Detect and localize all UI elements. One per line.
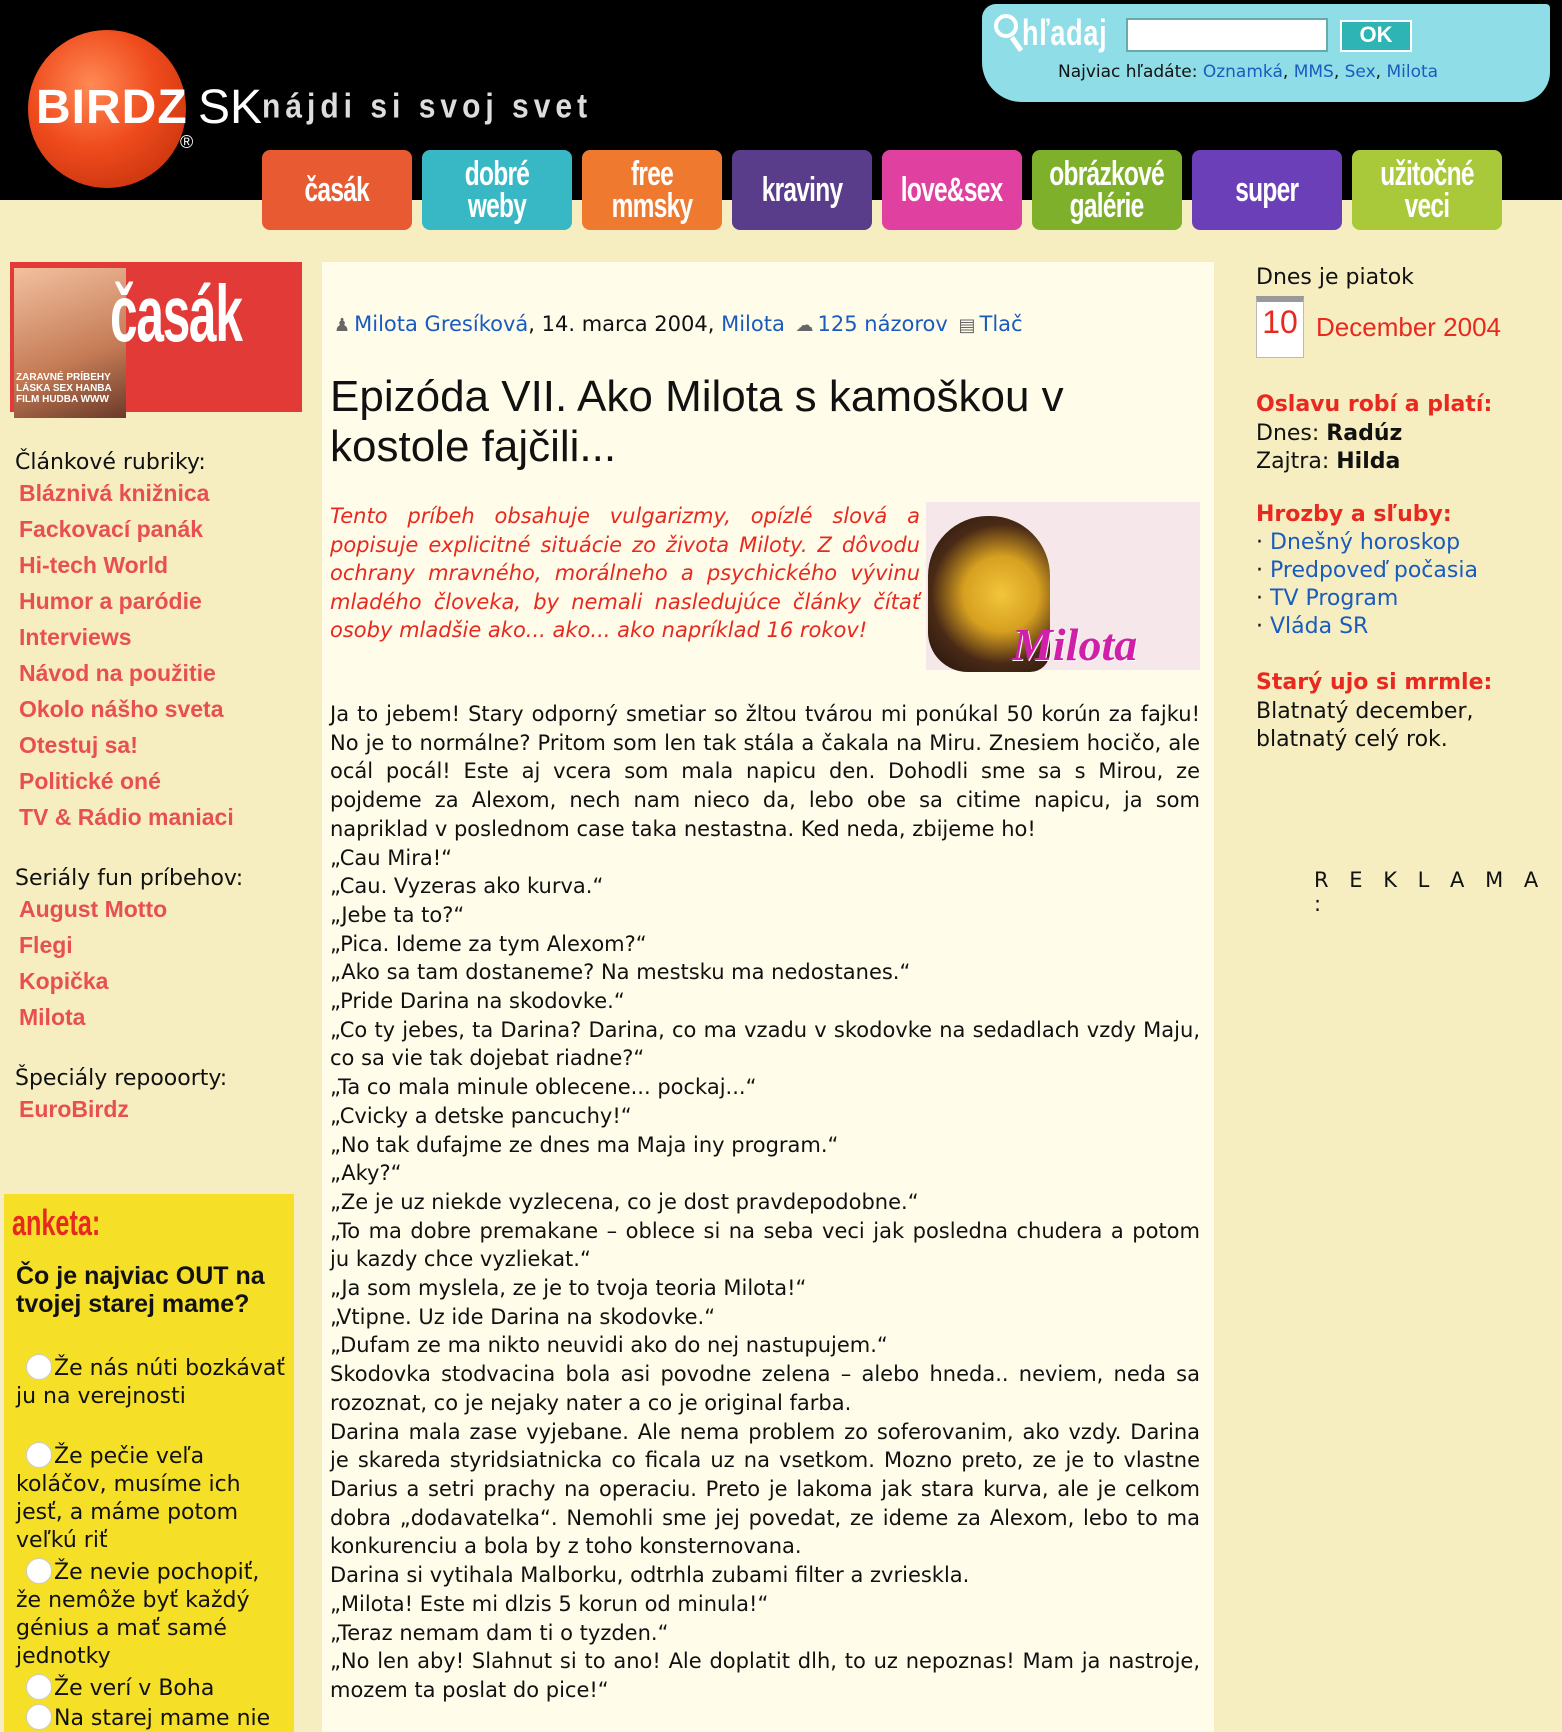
- poll-option[interactable]: [16, 1442, 286, 1555]
- article-paragraph: „To ma dobre premakane – oblece si na seba veci jak posledna chudera a potom ju kazdy chce vyzliekat.“: [330, 1218, 1200, 1272]
- article-paragraph: „Ja som myslela, ze je to tvoja teoria Milota!“: [330, 1276, 807, 1301]
- nameday-today: Dnes: Radúz: [1256, 421, 1403, 446]
- article-paragraph: „Jebe ta to?“: [330, 902, 465, 927]
- rubrika-link[interactable]: Hi-tech World: [19, 552, 169, 578]
- article-paragraph: „Vtipne. Uz ide Darina na skodovke.“: [330, 1304, 716, 1329]
- government-link[interactable]: Vláda SR: [1270, 614, 1369, 639]
- rubrika-link[interactable]: Otestuj sa!: [19, 732, 138, 758]
- calendar-day: 10: [1262, 304, 1298, 340]
- rubrika-link[interactable]: Fackovací panák: [19, 516, 204, 542]
- serial-link[interactable]: Milota: [19, 1004, 86, 1030]
- poll-option-label: Že nás núti bozkávať ju na verejnosti: [16, 1356, 286, 1409]
- print-icon: ▤: [958, 315, 976, 336]
- radio-button[interactable]: [26, 1674, 52, 1700]
- article-date: 14. marca 2004: [541, 312, 708, 336]
- article-paragraph: Darina mala zase vyjebane. Ale nema problem zo soferovanim, ako vzdy. Darina je skareda styridsiatnicka co ficala uz na vsetkom. Mozno preto, ze je to vlastne Darius a setri prachy na operaciu. Preto je lakoma jak stara kurva, ale je celkom dobra „dodavatelka“. Nemohli sme jej povedat, ze ideme za Alexom, lebo to ma konkurenciu a bola by z toho konsternovana.: [330, 1419, 1200, 1559]
- poll-label: anketa:: [12, 1202, 101, 1243]
- article-paragraph: „Co ty jebes, ta Darina? Darina, co ma vzadu v skodovke na sedadlach vzdy Maju, co sa vie tak dojebat riadne?“: [330, 1017, 1200, 1071]
- horoscope-link[interactable]: Dnešný horoskop: [1270, 530, 1461, 555]
- radio-button[interactable]: [26, 1704, 52, 1730]
- article-paragraph: „Cau. Vyzeras ako kurva.“: [330, 874, 604, 899]
- poll-question: Čo je najviac OUT na tvojej starej mame?: [16, 1262, 265, 1318]
- serial-link[interactable]: Kopička: [19, 968, 109, 994]
- popular-link[interactable]: Oznamká: [1202, 62, 1283, 82]
- article-paragraph: Ja to jebem! Stary odporný smetiar so žltou tvárou mi ponúkal 50 korún za fajku! No je to normálne? Pritom som len tak stála a čakala na Miru. Znesiem hocičo, ale ocál pocál! Este aj vcera som mala napicu den. Dohodli sme sa s Mirou, ze pojdeme za Alexom, nech nam nieco da, lebo obe sa citime napicu, ja som napriklad v poslednom case taka nestastna. Ked neda, zbijeme ho!: [330, 702, 1200, 841]
- search-label: hľadaj: [1022, 12, 1108, 53]
- poll-option-label: Že verí v Boha: [54, 1676, 215, 1701]
- radio-button[interactable]: [26, 1558, 52, 1584]
- nav-kraviny[interactable]: kraviny: [732, 150, 872, 230]
- series-link[interactable]: Milota: [721, 312, 785, 336]
- comments-icon: ☁: [795, 315, 814, 336]
- weather-link[interactable]: Predpoveď počasia: [1270, 558, 1478, 583]
- horoscope-item: · Dnešný horoskop: [1256, 530, 1461, 555]
- popular-label: Najviac hľadáte:: [1058, 62, 1198, 82]
- article-paragraph: „Cau Mira!“: [330, 845, 453, 870]
- article-paragraph: Skodovka stodvacina bola asi povodne zelena – alebo hneda.. neviem, neda sa rozoznat, co je nejaky nater a co je original farba.: [330, 1362, 1200, 1415]
- main-navigation: [262, 150, 1552, 232]
- person-icon: ♟: [334, 315, 351, 336]
- article-paragraph: „Milota! Este mi dlzis 5 korun od minula!“: [330, 1591, 769, 1616]
- poll-option[interactable]: [16, 1674, 286, 1703]
- search-input[interactable]: [1126, 18, 1328, 52]
- nav-dobre-weby[interactable]: dobré weby: [422, 150, 572, 230]
- specialy-heading: Špeciály repooorty:: [15, 1066, 228, 1091]
- today-label: Dnes je piatok: [1256, 265, 1414, 290]
- rubrika-link[interactable]: Návod na použitie: [19, 660, 216, 686]
- article-body: [330, 700, 1200, 1705]
- rubrika-link[interactable]: TV & Rádio maniaci: [19, 804, 234, 830]
- author-link[interactable]: Milota Gresíková: [354, 312, 529, 336]
- poll-option[interactable]: [16, 1354, 286, 1411]
- comments-link[interactable]: 125 názorov: [817, 312, 948, 336]
- rubrika-link[interactable]: Politické oné: [19, 768, 161, 794]
- nav-uzitocne-veci[interactable]: užitočné veci: [1352, 150, 1502, 230]
- weather-item: · Predpoveď počasia: [1256, 558, 1478, 583]
- article-paragraph: „No len aby! Slahnut si to ano! Ale doplatit dlh, to uz nepoznas! Mam ja nastroje, mozem ta poslat do pice!“: [330, 1649, 1200, 1702]
- logo-text: BIRDZ: [36, 81, 188, 134]
- article-meta: ♟ Milota Gresíková, 14. marca 2004, Milota ☁ 125 názorov ▤ Tlač: [334, 312, 1023, 336]
- article-paragraph: „Ako sa tam dostaneme? Na mestsku ma nedostanes.“: [330, 960, 911, 985]
- tv-program-link[interactable]: TV Program: [1270, 586, 1399, 611]
- namedays-heading: Oslavu robí a platí:: [1256, 392, 1493, 417]
- rubrika-link[interactable]: Interviews: [19, 624, 132, 650]
- article-paragraph: „Pride Darina na skodovke.“: [330, 989, 625, 1014]
- article-paragraph: „Ze je uz niekde vyzlecena, co je dost pravdepodobne.“: [330, 1189, 919, 1214]
- special-link[interactable]: EuroBirdz: [19, 1096, 129, 1122]
- nav-love-sex[interactable]: love&sex: [882, 150, 1022, 230]
- milota-image-label: Milota: [1012, 619, 1138, 670]
- right-sidebar: [1240, 262, 1562, 1732]
- popular-link[interactable]: Sex: [1344, 62, 1376, 82]
- casak-title: časák: [110, 269, 242, 358]
- nav-free-mmsky[interactable]: free mmsky: [582, 150, 722, 230]
- nav-obrazkove-galerie[interactable]: obrázkové galérie: [1032, 150, 1182, 230]
- logo-suffix: SK: [198, 81, 263, 134]
- calendar-month: December 2004: [1316, 312, 1501, 342]
- tv-program-item: · TV Program: [1256, 586, 1399, 611]
- article-paragraph: „Dufam ze ma nikto neuvidi ako do nej nastupujem.“: [330, 1333, 888, 1358]
- links-heading: Hrozby a sľuby:: [1256, 502, 1452, 527]
- poll-option-label: Že nevie pochopiť, že nemôže byť každý génius a mať samé jednotky: [16, 1560, 260, 1669]
- saying-heading: Starý ujo si mrmle:: [1256, 670, 1493, 695]
- article-title: Epizóda VII. Ako Milota s kamoškou v kostole fajčili...: [330, 372, 1064, 471]
- poll-option-label: Na starej mame nie: [54, 1706, 271, 1731]
- government-item: · Vláda SR: [1256, 614, 1369, 639]
- serialy-heading: Seriály fun príbehov:: [15, 866, 244, 891]
- nav-super[interactable]: super: [1192, 150, 1342, 230]
- popular-searches: Najviac hľadáte: Oznamká, MMS, Sex, Milota: [1058, 62, 1439, 82]
- article-paragraph: „Pica. Ideme za tym Alexom?“: [330, 931, 647, 956]
- rubriky-heading: Článkové rubriky:: [15, 450, 206, 475]
- magnifier-icon: [994, 14, 1018, 38]
- article-paragraph: „No tak dufajme ze dnes ma Maja iny program.“: [330, 1132, 839, 1157]
- rubrika-link[interactable]: Humor a paródie: [19, 588, 202, 614]
- rubrika-link[interactable]: Okolo nášho sveta: [19, 696, 224, 722]
- logo-registered: ®: [180, 132, 194, 152]
- saying-text: Blatnatý december, blatnatý celý rok.: [1256, 699, 1474, 752]
- search-ok-button[interactable]: OK: [1340, 20, 1412, 52]
- casak-subtitle: ZARAVNÉ PRÍBEHY LÁSKA SEX HANBA FILM HUDBA WWW: [16, 372, 112, 405]
- article-paragraph: „Ta co mala minule oblecene... pockaj...“: [330, 1075, 757, 1100]
- radio-button[interactable]: [26, 1442, 52, 1468]
- popular-link[interactable]: Milota: [1386, 62, 1439, 82]
- print-link[interactable]: Tlač: [979, 312, 1023, 336]
- nav-casak[interactable]: časák: [262, 150, 412, 230]
- article-paragraph: „Teraz nemam dam ti o tyzden.“: [330, 1620, 669, 1645]
- nameday-tomorrow: Zajtra: Hilda: [1256, 449, 1401, 474]
- poll-option[interactable]: [16, 1558, 286, 1671]
- serial-link[interactable]: Flegi: [19, 932, 73, 958]
- poll-option[interactable]: [16, 1704, 286, 1732]
- rubrika-link[interactable]: Bláznivá knižnica: [19, 480, 210, 506]
- article-paragraph: Darina si vytihala Malborku, odtrhla zubami filter a zvrieskla.: [330, 1563, 970, 1588]
- popular-link[interactable]: MMS: [1293, 62, 1334, 82]
- poll-option-label: Že pečie veľa koláčov, musíme ich jesť, a máme potom veľkú riť: [16, 1444, 241, 1553]
- article-paragraph: „Aky?“: [330, 1161, 402, 1186]
- article-paragraph: „Cvicky a detske pancuchy!“: [330, 1103, 632, 1128]
- serial-link[interactable]: August Motto: [19, 896, 168, 922]
- advert-label: R E K L A M A :: [1314, 868, 1546, 916]
- radio-button[interactable]: [26, 1354, 52, 1380]
- tagline: nájdi si svoj svet: [262, 87, 593, 126]
- content-warning: Tento príbeh obsahuje vulgarizmy, opízlé slová a popisuje explicitné situácie zo života Miloty. Z dôvodu ochrany mravného, morálneho a psychického vývinu mladého človeka, by nemali nasledujúce články čítať osoby mladšie ako... ako... ako napríklad 16 rokov!: [330, 504, 920, 643]
